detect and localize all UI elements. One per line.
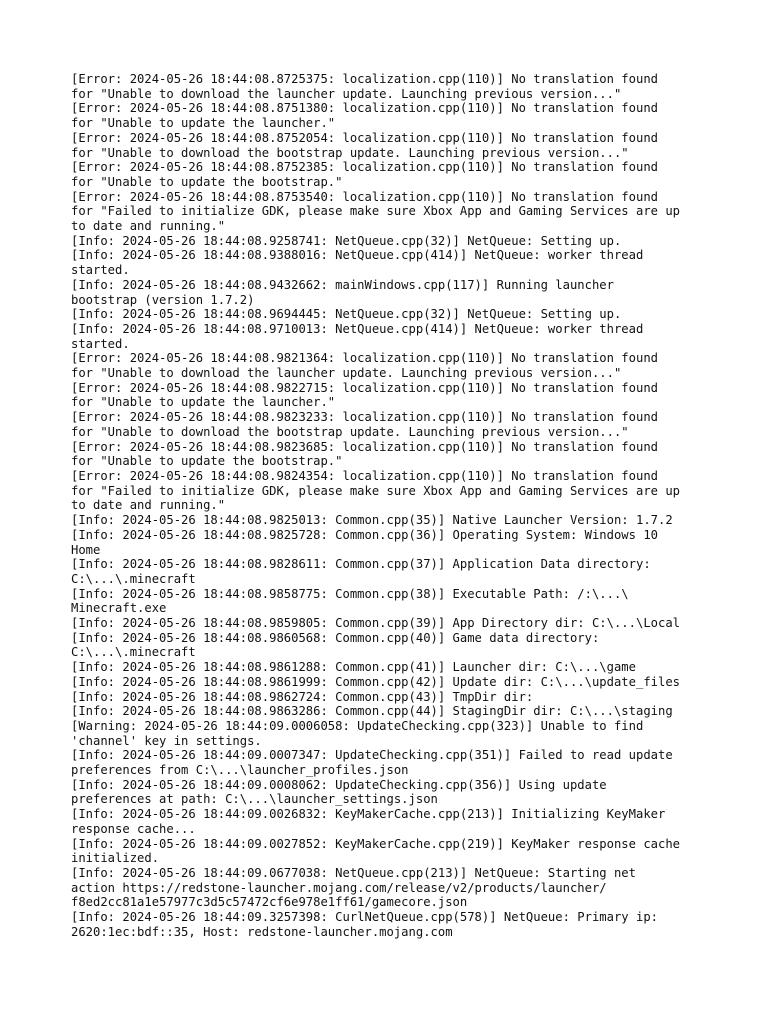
- log-line: for "Unable to update the bootstrap.": [71, 174, 343, 189]
- log-line: action https://redstone-launcher.mojang.com/release/v2/products/launcher/: [71, 880, 607, 895]
- log-line: [Info: 2024-05-26 18:44:08.9861999: Common.cpp(42)] Update dir: C:\...\update_files: [71, 674, 681, 689]
- log-line: for "Unable to update the launcher.": [71, 395, 336, 410]
- log-line: for "Unable to download the launcher update. Launching previous version...": [71, 86, 622, 101]
- log-line: response cache...: [71, 821, 196, 836]
- log-line: f8ed2cc81a1e57977c3d5c57472cf6e978e1ff61/gamecore.json: [71, 895, 468, 910]
- log-line: [Info: 2024-05-26 18:44:08.9858775: Common.cpp(38)] Executable Path: /:\...\: [71, 586, 629, 601]
- log-line: Minecraft.exe: [71, 601, 167, 616]
- log-line: [Info: 2024-05-26 18:44:08.9861288: Common.cpp(41)] Launcher dir: C:\...\game: [71, 660, 636, 675]
- log-line: [Info: 2024-05-26 18:44:08.9694445: NetQueue.cpp(32)] NetQueue: Setting up.: [71, 307, 622, 322]
- log-line: [Error: 2024-05-26 18:44:08.9822715: localization.cpp(110)] No translation found: [71, 380, 658, 395]
- log-line: [Info: 2024-05-26 18:44:08.9388016: NetQueue.cpp(414)] NetQueue: worker thread: [71, 248, 644, 263]
- log-line: for "Unable to update the bootstrap.": [71, 454, 343, 469]
- log-line: started.: [71, 263, 130, 278]
- log-line: [Error: 2024-05-26 18:44:08.9823233: localization.cpp(110)] No translation found: [71, 410, 658, 425]
- log-line: [Error: 2024-05-26 18:44:08.8752054: localization.cpp(110)] No translation found: [71, 130, 658, 145]
- log-line: [Info: 2024-05-26 18:44:08.9258741: NetQueue.cpp(32)] NetQueue: Setting up.: [71, 233, 622, 248]
- log-line: preferences at path: C:\...\launcher_settings.json: [71, 792, 438, 807]
- log-line: [Info: 2024-05-26 18:44:09.0007347: UpdateChecking.cpp(351)] Failed to read update: [71, 748, 673, 763]
- log-line: bootstrap (version 1.7.2): [71, 292, 255, 307]
- log-line: [Info: 2024-05-26 18:44:09.0026832: KeyMakerCache.cpp(213)] Initializing KeyMaker: [71, 807, 666, 822]
- log-line: to date and running.": [71, 219, 226, 234]
- log-line: [Error: 2024-05-26 18:44:08.8725375: localization.cpp(110)] No translation found: [71, 72, 658, 86]
- log-line: [Info: 2024-05-26 18:44:09.0677038: NetQueue.cpp(213)] NetQueue: Starting net: [71, 865, 636, 880]
- log-line: [Info: 2024-05-26 18:44:08.9825013: Common.cpp(35)] Native Launcher Version: 1.7.2: [71, 513, 673, 528]
- log-line: [Info: 2024-05-26 18:44:09.3257398: CurlNetQueue.cpp(578)] NetQueue: Primary ip:: [71, 910, 658, 925]
- log-line: [Info: 2024-05-26 18:44:08.9432662: mainWindows.cpp(117)] Running launcher: [71, 277, 614, 292]
- log-line: [Error: 2024-05-26 18:44:08.9824354: localization.cpp(110)] No translation found: [71, 468, 658, 483]
- log-line: 2620:1ec:bdf::35, Host: redstone-launcher.mojang.com: [71, 924, 453, 939]
- log-line: for "Unable to update the launcher.": [71, 116, 336, 131]
- log-line: for "Unable to download the bootstrap update. Launching previous version...": [71, 424, 629, 439]
- log-line: for "Unable to download the launcher update. Launching previous version...": [71, 366, 622, 381]
- log-line: [Info: 2024-05-26 18:44:08.9863286: Common.cpp(44)] StagingDir dir: C:\...\staging: [71, 704, 673, 719]
- log-line: [Error: 2024-05-26 18:44:08.9821364: localization.cpp(110)] No translation found: [71, 351, 658, 366]
- log-line: for "Failed to initialize GDK, please make sure Xbox App and Gaming Services are up: [71, 204, 681, 219]
- log-line: [Info: 2024-05-26 18:44:08.9860568: Common.cpp(40)] Game data directory:: [71, 630, 600, 645]
- log-text-body: [71, 72, 711, 939]
- log-line: [Error: 2024-05-26 18:44:08.9823685: localization.cpp(110)] No translation found: [71, 439, 658, 454]
- log-line: C:\...\.minecraft: [71, 645, 196, 660]
- log-line: C:\...\.minecraft: [71, 571, 196, 586]
- log-line: [Info: 2024-05-26 18:44:08.9862724: Common.cpp(43)] TmpDir dir:: [71, 689, 534, 704]
- log-line: for "Failed to initialize GDK, please make sure Xbox App and Gaming Services are up: [71, 483, 681, 498]
- log-line: initialized.: [71, 851, 160, 866]
- log-line: preferences from C:\...\launcher_profiles.json: [71, 763, 409, 778]
- log-line: [Info: 2024-05-26 18:44:08.9825728: Common.cpp(36)] Operating System: Windows 10: [71, 527, 658, 542]
- log-line: [Info: 2024-05-26 18:44:09.0027852: KeyMakerCache.cpp(219)] KeyMaker response cache: [71, 836, 681, 851]
- log-line: to date and running.": [71, 498, 226, 513]
- log-line: 'channel' key in settings.: [71, 733, 262, 748]
- log-line: [Info: 2024-05-26 18:44:08.9828611: Common.cpp(37)] Application Data directory:: [71, 557, 651, 572]
- log-line: [Warning: 2024-05-26 18:44:09.0006058: UpdateChecking.cpp(323)] Unable to find: [71, 718, 644, 733]
- log-line: Home: [71, 542, 101, 557]
- log-line: [Info: 2024-05-26 18:44:09.0008062: UpdateChecking.cpp(356)] Using update: [71, 777, 607, 792]
- log-line: [Error: 2024-05-26 18:44:08.8752385: localization.cpp(110)] No translation found: [71, 160, 658, 175]
- log-line: [Info: 2024-05-26 18:44:08.9859805: Common.cpp(39)] App Directory dir: C:\...\Local: [71, 616, 681, 631]
- log-line: [Info: 2024-05-26 18:44:08.9710013: NetQueue.cpp(414)] NetQueue: worker thread: [71, 321, 644, 336]
- log-line: [Error: 2024-05-26 18:44:08.8753540: localization.cpp(110)] No translation found: [71, 189, 658, 204]
- log-line: started.: [71, 336, 130, 351]
- log-line: [Error: 2024-05-26 18:44:08.8751380: localization.cpp(110)] No translation found: [71, 101, 658, 116]
- log-line: for "Unable to download the bootstrap update. Launching previous version...": [71, 145, 629, 160]
